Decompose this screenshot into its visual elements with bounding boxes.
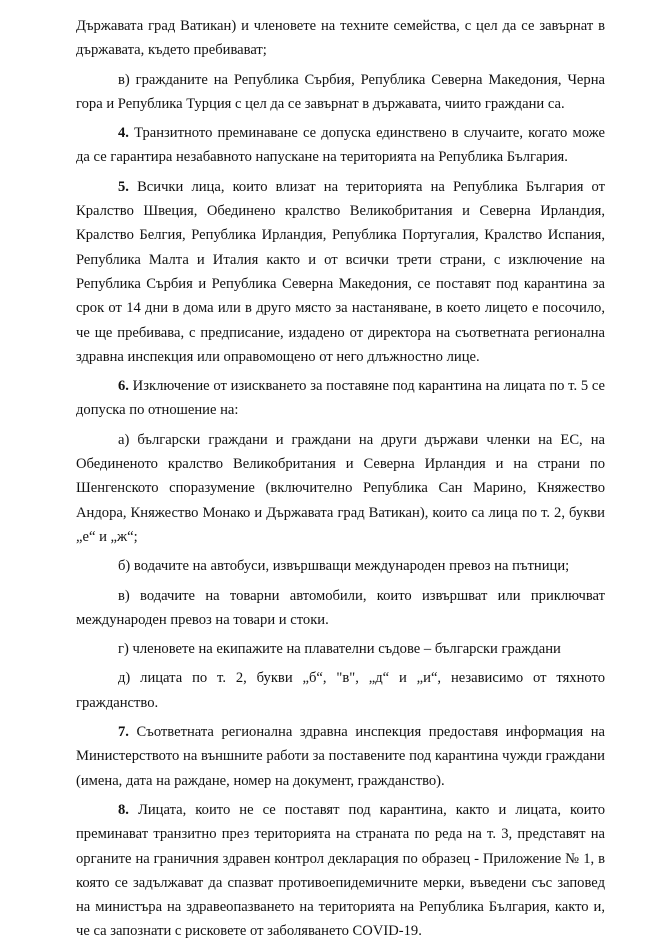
document-page [76, 14, 605, 949]
paragraph-text: г) членовете на екипажите на плавателни съдове – български граждани [118, 641, 561, 658]
paragraph-number: 5. [118, 178, 129, 195]
paragraph-text: Изключение от изискването за поставяне под карантина на лицата по т. 5 се допуска по отношение на: [76, 378, 605, 419]
paragraph-number: 4. [118, 125, 129, 142]
paragraph-number: 7. [118, 724, 129, 741]
paragraph-text: Съответната регионална здравна инспекция предоставя информация на Министерството на външните работи за поставените под карантина чужди граждани (имена, дата на раждане, номер на документ, гражданство). [76, 724, 605, 789]
paragraph-text: Лицата, които не се поставят под карантина, както и лицата, които преминават транзитно през територията на страната по реда на т. 3, представят на органите на граничния здравен контрол декларация по образец - Приложение № 1, в която се задължават да спазват противоепидемичните мерки, въведени със заповед на министъра на здравеопазването на територията на Република България, както и, че са запознати с рисковете от заболяването COVID-19. [76, 801, 605, 940]
paragraph-text: Държавата град Ватикан) и членовете на техните семейства, с цел да се завърнат в държавата, където пребивават; [76, 18, 605, 59]
paragraph-text: в) водачите на товарни автомобили, които извършват или приключват международен превоз на товари и стоки. [76, 587, 605, 628]
paragraph-item-g [76, 637, 605, 661]
paragraph-text: а) български граждани и граждани на други държави членки на ЕС, на Обединеното кралство Великобритания и Северна Ирландия и на страни по Шенгенското споразумение (включително Република Сан Марино, Княжество Андора, Княжество Монако и Държавата град Ватикан), които са лица по т. 2, букви „е“ и „ж“; [76, 431, 605, 545]
paragraph-4 [76, 121, 605, 170]
paragraph-continuation [76, 14, 605, 63]
paragraph-item-d [76, 666, 605, 715]
paragraph-item-v2 [76, 584, 605, 633]
paragraph-6 [76, 374, 605, 423]
paragraph-8 [76, 798, 605, 944]
paragraph-5 [76, 175, 605, 369]
paragraph-item-b [76, 554, 605, 578]
paragraph-item-v [76, 68, 605, 117]
paragraph-number: 8. [118, 801, 129, 818]
paragraph-7 [76, 720, 605, 793]
paragraph-text: Всички лица, които влизат на територията на Република България от Кралство Швеция, Обединено кралство Великобритания и Северна Ирландия, Кралство Белгия, Република Ирландия, Република Португалия, Кралство Испания, Република Малта и Италия както и от всички трети страни, с изключение на Република Сърбия и Република Северна Македония, се поставят под карантина за срок от 14 дни в дома или в друго място за настаняване, в което лицето е посочило, че ще пребивава, с предписание, издадено от директора на съответната регионална здравна инспекция или оправомощено от него длъжностно лице. [76, 178, 605, 365]
paragraph-text: б) водачите на автобуси, извършващи международен превоз на пътници; [118, 558, 570, 575]
paragraph-text: д) лицата по т. 2, букви „б“, "в", „д“ и „и“, независимо от тяхното гражданство. [76, 670, 605, 711]
paragraph-number: 6. [118, 378, 129, 395]
paragraph-text: Транзитното преминаване се допуска единствено в случаите, когато може да се гарантира незабавното напускане на територията на Република България. [76, 125, 605, 166]
paragraph-item-a [76, 428, 605, 549]
paragraph-text: в) гражданите на Република Сърбия, Република Северна Македония, Черна гора и Република Турция с цел да се завърнат в държавата, чиито граждани са. [76, 71, 605, 112]
